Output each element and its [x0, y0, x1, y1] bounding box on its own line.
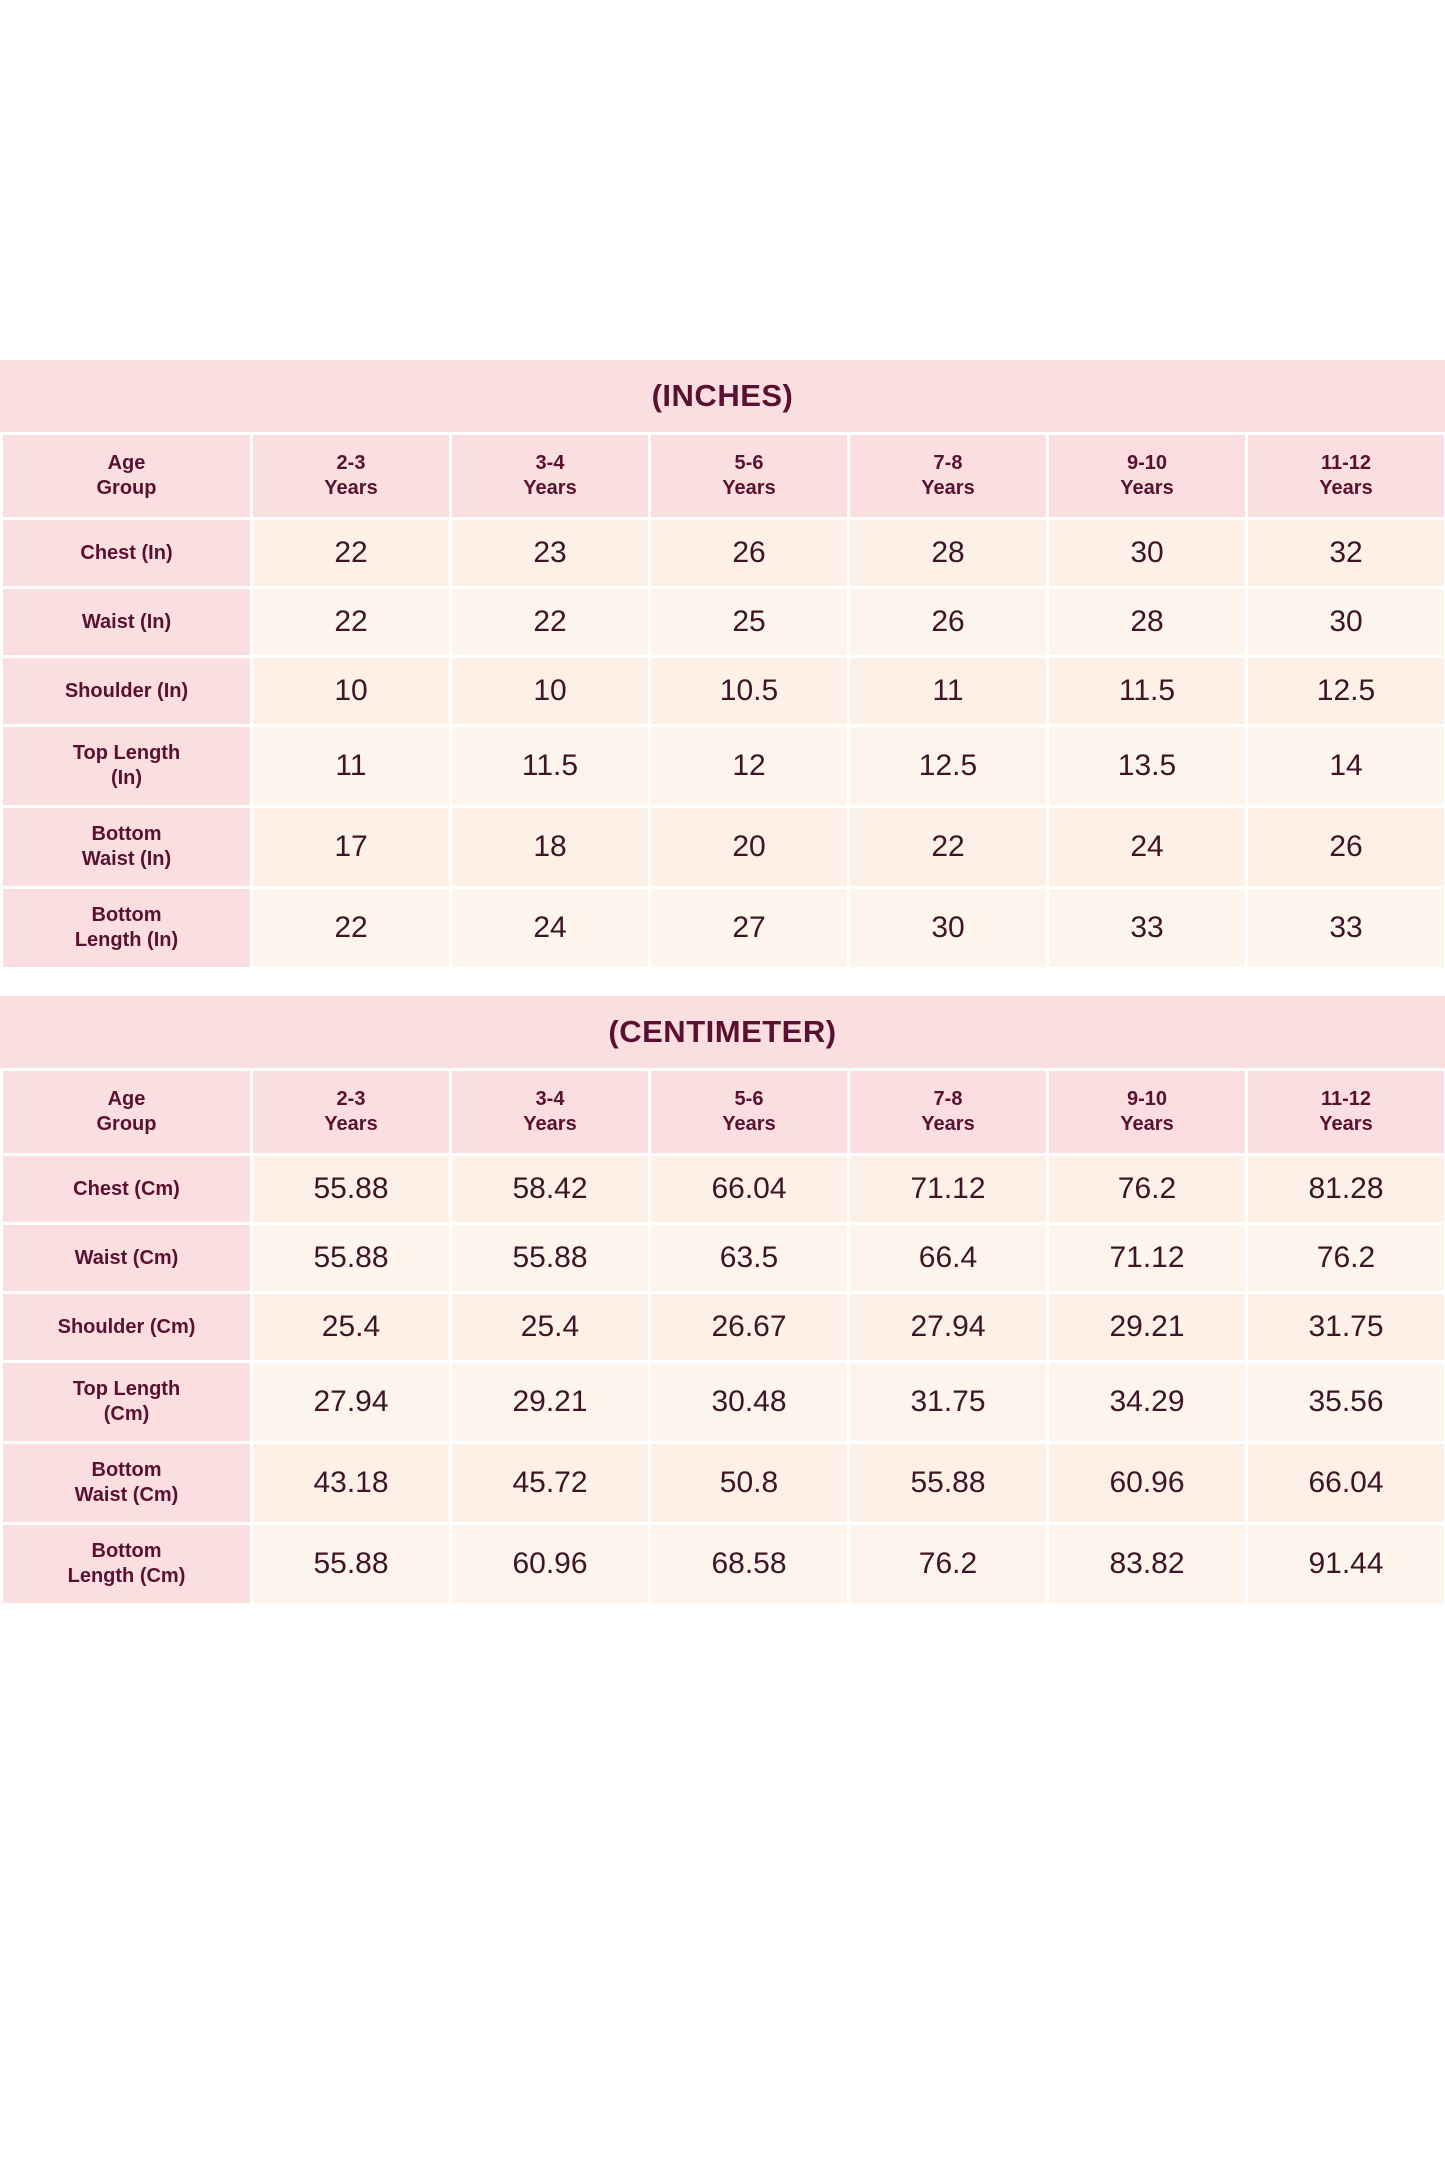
- column-header-1: 2-3 Years: [252, 1070, 451, 1155]
- column-header-6: 11-12 Years: [1247, 1070, 1445, 1155]
- data-cell: 91.44: [1247, 1524, 1445, 1605]
- row-label: Bottom Length (Cm): [2, 1524, 252, 1605]
- table-row: [2, 1155, 1445, 1224]
- row-label: Bottom Waist (Cm): [2, 1443, 252, 1524]
- data-cell: 22: [849, 807, 1048, 888]
- data-cell: 10: [252, 657, 451, 726]
- data-cell: 28: [1048, 588, 1247, 657]
- data-cell: 83.82: [1048, 1524, 1247, 1605]
- column-header-2: 3-4 Years: [451, 434, 650, 519]
- row-label: Shoulder (In): [2, 657, 252, 726]
- data-cell: 55.88: [849, 1443, 1048, 1524]
- column-header-4: 7-8 Years: [849, 1070, 1048, 1155]
- data-cell: 28: [849, 519, 1048, 588]
- data-cell: 71.12: [1048, 1224, 1247, 1293]
- data-cell: 81.28: [1247, 1155, 1445, 1224]
- data-cell: 60.96: [1048, 1443, 1247, 1524]
- data-cell: 22: [252, 519, 451, 588]
- data-cell: 14: [1247, 726, 1445, 807]
- data-cell: 31.75: [849, 1362, 1048, 1443]
- table-header-row: [2, 1070, 1445, 1155]
- data-cell: 26: [849, 588, 1048, 657]
- row-label: Bottom Waist (In): [2, 807, 252, 888]
- column-header-age-group: Age Group: [2, 434, 252, 519]
- column-header-6: 11-12 Years: [1247, 434, 1445, 519]
- data-cell: 55.88: [252, 1524, 451, 1605]
- data-cell: 30: [1247, 588, 1445, 657]
- data-cell: 27: [650, 888, 849, 969]
- data-cell: 25.4: [252, 1293, 451, 1362]
- data-cell: 66.04: [650, 1155, 849, 1224]
- data-cell: 71.12: [849, 1155, 1048, 1224]
- data-cell: 22: [451, 588, 650, 657]
- column-header-5: 9-10 Years: [1048, 1070, 1247, 1155]
- data-cell: 76.2: [849, 1524, 1048, 1605]
- data-cell: 58.42: [451, 1155, 650, 1224]
- data-cell: 66.04: [1247, 1443, 1445, 1524]
- table-row: [2, 519, 1445, 588]
- data-cell: 26: [650, 519, 849, 588]
- data-cell: 30.48: [650, 1362, 849, 1443]
- column-header-3: 5-6 Years: [650, 434, 849, 519]
- data-cell: 50.8: [650, 1443, 849, 1524]
- table-row: [2, 1362, 1445, 1443]
- row-label: Chest (In): [2, 519, 252, 588]
- table-row: [2, 726, 1445, 807]
- data-cell: 30: [849, 888, 1048, 969]
- column-header-1: 2-3 Years: [252, 434, 451, 519]
- table-title-inches: (INCHES): [0, 360, 1445, 432]
- data-cell: 22: [252, 888, 451, 969]
- table-row: [2, 1524, 1445, 1605]
- table-row: [2, 1443, 1445, 1524]
- data-cell: 11.5: [1048, 657, 1247, 726]
- data-cell: 55.88: [252, 1224, 451, 1293]
- data-cell: 25: [650, 588, 849, 657]
- column-header-2: 3-4 Years: [451, 1070, 650, 1155]
- table-row: [2, 588, 1445, 657]
- table-header-row: [2, 434, 1445, 519]
- data-cell: 26: [1247, 807, 1445, 888]
- data-cell: 12.5: [849, 726, 1048, 807]
- row-label: Top Length (Cm): [2, 1362, 252, 1443]
- row-label: Bottom Length (In): [2, 888, 252, 969]
- data-cell: 55.88: [252, 1155, 451, 1224]
- table-row: [2, 888, 1445, 969]
- data-cell: 20: [650, 807, 849, 888]
- column-header-5: 9-10 Years: [1048, 434, 1247, 519]
- data-cell: 11: [849, 657, 1048, 726]
- data-cell: 33: [1048, 888, 1247, 969]
- data-cell: 68.58: [650, 1524, 849, 1605]
- data-cell: 76.2: [1048, 1155, 1247, 1224]
- data-cell: 43.18: [252, 1443, 451, 1524]
- row-label: Top Length (In): [2, 726, 252, 807]
- size-table-block-centimeter: [0, 996, 1445, 1606]
- data-cell: 24: [451, 888, 650, 969]
- data-cell: 11.5: [451, 726, 650, 807]
- size-table-inches: [0, 432, 1445, 970]
- data-cell: 11: [252, 726, 451, 807]
- data-cell: 12: [650, 726, 849, 807]
- data-cell: 29.21: [451, 1362, 650, 1443]
- data-cell: 30: [1048, 519, 1247, 588]
- data-cell: 76.2: [1247, 1224, 1445, 1293]
- data-cell: 23: [451, 519, 650, 588]
- size-table-centimeter: [0, 1068, 1445, 1606]
- data-cell: 12.5: [1247, 657, 1445, 726]
- data-cell: 29.21: [1048, 1293, 1247, 1362]
- data-cell: 66.4: [849, 1224, 1048, 1293]
- table-row: [2, 807, 1445, 888]
- data-cell: 13.5: [1048, 726, 1247, 807]
- table-row: [2, 1293, 1445, 1362]
- table-row: [2, 1224, 1445, 1293]
- column-header-3: 5-6 Years: [650, 1070, 849, 1155]
- data-cell: 35.56: [1247, 1362, 1445, 1443]
- size-table-block-inches: [0, 360, 1445, 970]
- data-cell: 33: [1247, 888, 1445, 969]
- data-cell: 25.4: [451, 1293, 650, 1362]
- data-cell: 26.67: [650, 1293, 849, 1362]
- data-cell: 17: [252, 807, 451, 888]
- row-label: Waist (Cm): [2, 1224, 252, 1293]
- data-cell: 10: [451, 657, 650, 726]
- data-cell: 10.5: [650, 657, 849, 726]
- data-cell: 60.96: [451, 1524, 650, 1605]
- data-cell: 55.88: [451, 1224, 650, 1293]
- row-label: Waist (In): [2, 588, 252, 657]
- data-cell: 31.75: [1247, 1293, 1445, 1362]
- data-cell: 32: [1247, 519, 1445, 588]
- row-label: Shoulder (Cm): [2, 1293, 252, 1362]
- data-cell: 27.94: [252, 1362, 451, 1443]
- data-cell: 22: [252, 588, 451, 657]
- data-cell: 63.5: [650, 1224, 849, 1293]
- data-cell: 27.94: [849, 1293, 1048, 1362]
- data-cell: 34.29: [1048, 1362, 1247, 1443]
- size-chart-sheet: [0, 360, 1445, 1632]
- column-header-4: 7-8 Years: [849, 434, 1048, 519]
- data-cell: 45.72: [451, 1443, 650, 1524]
- data-cell: 24: [1048, 807, 1247, 888]
- table-row: [2, 657, 1445, 726]
- data-cell: 18: [451, 807, 650, 888]
- column-header-age-group: Age Group: [2, 1070, 252, 1155]
- table-title-centimeter: (CENTIMETER): [0, 996, 1445, 1068]
- row-label: Chest (Cm): [2, 1155, 252, 1224]
